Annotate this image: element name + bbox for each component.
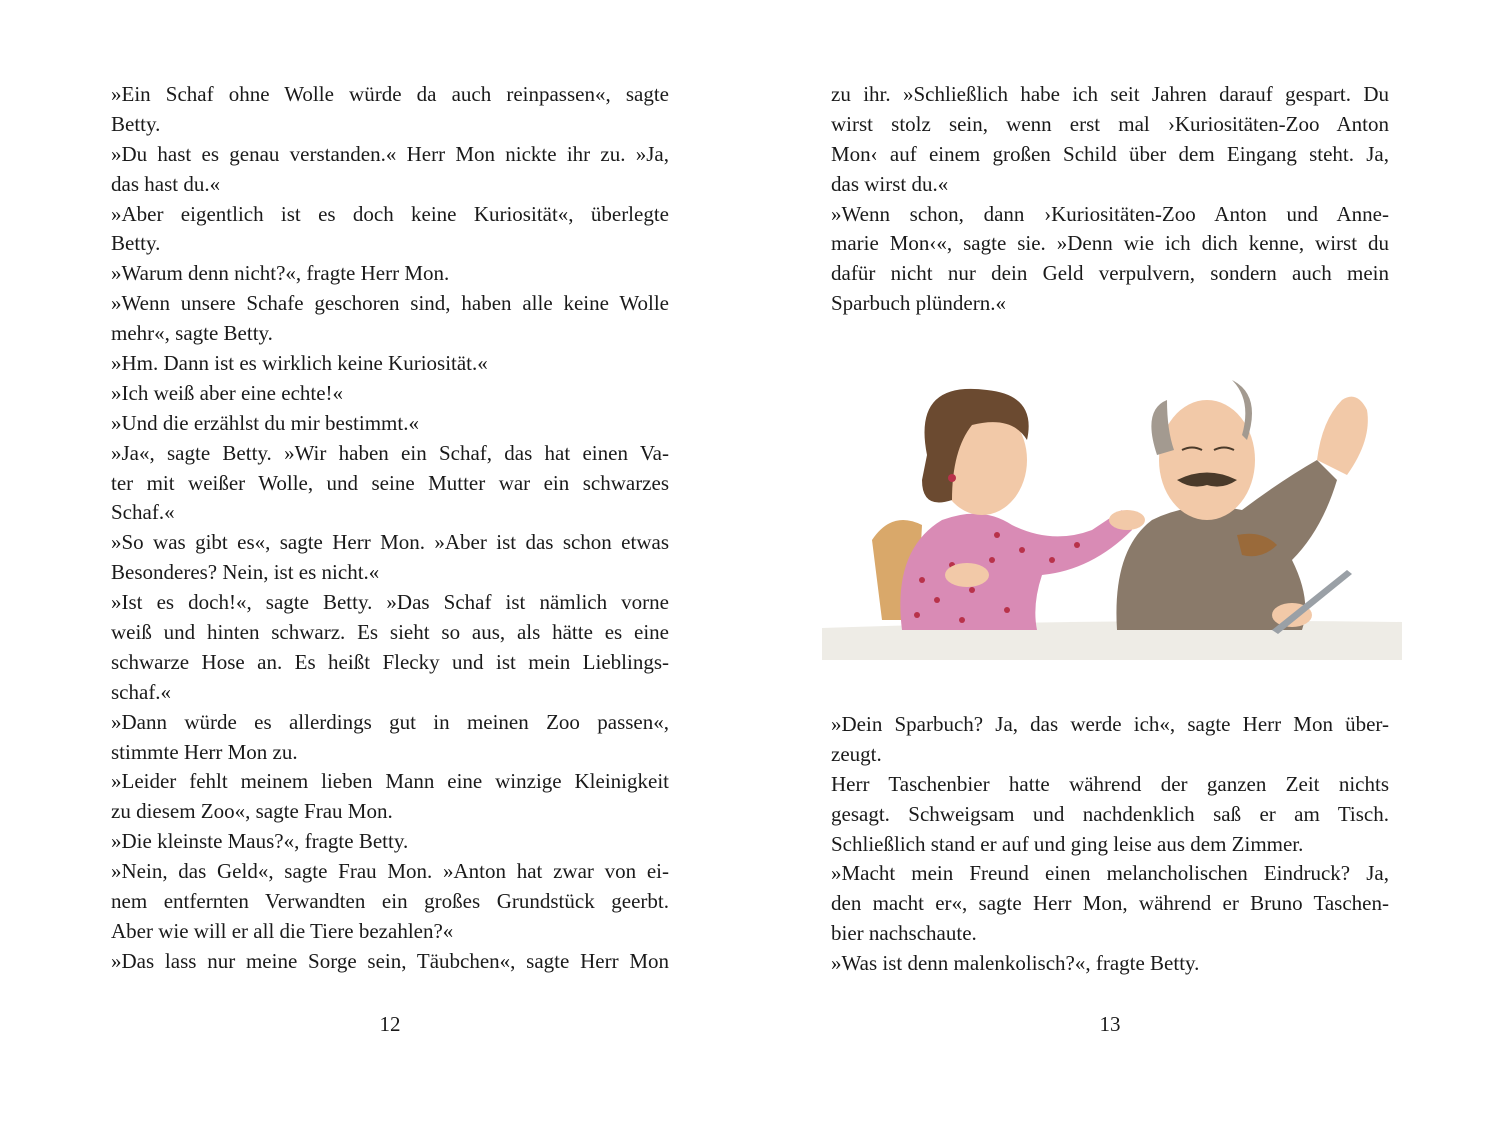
text-line: »Leider fehlt meinem lieben Mann eine winzige Kleinigkeit: [111, 769, 669, 794]
text-line: »Was ist denn malenkolisch?«, fragte Betty.: [831, 951, 1200, 976]
text-line: wirst stolz sein, wenn erst mal ›Kuriositäten-Zoo Anton: [831, 111, 1389, 136]
text-line: den macht er«, sagte Herr Mon, während er Bruno Taschen-: [831, 891, 1389, 916]
text-line: zu diesem Zoo«, sagte Frau Mon.: [111, 799, 393, 824]
text-line: »Das lass nur meine Sorge sein, Täubchen«, sagte Herr Mon: [111, 948, 669, 973]
text-line: Aber wie will er all die Tiere bezahlen?«: [111, 918, 454, 943]
text-line: stimmte Herr Mon zu.: [111, 739, 298, 764]
text-line: »Ist es doch!«, sagte Betty. »Das Schaf ist nämlich vorne: [111, 590, 669, 615]
text-line: »Und die erzählst du mir bestimmt.«: [111, 410, 419, 435]
illustration-couple-at-table-icon: [822, 360, 1402, 660]
text-line: Besonderes? Nein, ist es nicht.«: [111, 560, 380, 585]
text-line: »Dann würde es allerdings gut in meinen Zoo passen«,: [111, 709, 669, 734]
right-page-text-top: [831, 80, 1389, 319]
text-line: Schließlich stand er auf und ging leise aus dem Zimmer.: [831, 831, 1304, 856]
woman-dress: [900, 510, 1132, 630]
left-page-text: [111, 80, 669, 977]
text-line: weiß und hinten schwarz. Es sieht so aus, als hätte es eine: [111, 620, 669, 645]
text-line: »Aber eigentlich ist es doch keine Kuriosität«, überlegte: [111, 201, 669, 226]
text-line: Betty.: [111, 111, 161, 136]
text-line: Betty.: [111, 231, 161, 256]
text-line: bier nachschaute.: [831, 921, 977, 946]
text-line: Herr Taschenbier hatte während der ganzen Zeit nichts: [831, 771, 1389, 796]
text-line: ter mit weißer Wolle, und seine Mutter war ein schwarzes: [111, 470, 669, 495]
woman-hand-shoulder: [1109, 510, 1145, 530]
man-face: [1159, 400, 1255, 520]
text-line: zeugt.: [831, 741, 882, 766]
text-line: marie Mon‹«, sagte sie. »Denn wie ich dich kenne, wirst du: [831, 231, 1389, 256]
text-line: »Du hast es genau verstanden.« Herr Mon nickte ihr zu. »Ja,: [111, 141, 669, 166]
text-line: »Nein, das Geld«, sagte Frau Mon. »Anton hat zwar von ei-: [111, 859, 669, 884]
text-line: »So was gibt es«, sagte Herr Mon. »Aber ist das schon etwas: [111, 530, 669, 555]
text-line: »Ein Schaf ohne Wolle würde da auch reinpassen«, sagte: [111, 82, 669, 106]
text-line: »Die kleinste Maus?«, fragte Betty.: [111, 829, 409, 854]
text-line: Schaf.«: [111, 500, 175, 525]
text-line: »Ja«, sagte Betty. »Wir haben ein Schaf, das hat einen Va-: [111, 440, 669, 465]
right-page-text-bottom: [831, 710, 1389, 979]
text-line: Mon‹ auf einem großen Schild über dem Eingang steht. Ja,: [831, 141, 1389, 166]
text-line: schwarze Hose an. Es heißt Flecky und ist mein Lieblings-: [111, 649, 669, 674]
text-line: gesagt. Schweigsam und nachdenklich saß er am Tisch.: [831, 801, 1389, 826]
text-line: zu ihr. »Schließlich habe ich seit Jahren darauf gespart. Du: [831, 82, 1389, 106]
text-line: »Warum denn nicht?«, fragte Herr Mon.: [111, 261, 450, 286]
text-line: »Ich weiß aber eine echte!«: [111, 380, 344, 405]
text-line: nem entfernten Verwandten ein großes Grundstück geerbt.: [111, 889, 669, 914]
left-page-number: 12: [379, 1012, 401, 1036]
woman-hand: [945, 563, 989, 587]
text-line: »Wenn schon, dann ›Kuriositäten-Zoo Anton und Anne-: [831, 201, 1389, 226]
text-line: das hast du.«: [111, 171, 221, 196]
text-line: »Hm. Dann ist es wirklich keine Kuriosität.«: [111, 351, 488, 376]
right-page-number: 13: [1099, 1012, 1121, 1036]
text-line: mehr«, sagte Betty.: [111, 321, 273, 346]
text-line: »Dein Sparbuch? Ja, das werde ich«, sagte Herr Mon über-: [831, 712, 1389, 736]
woman-earring: [948, 474, 956, 482]
text-line: Sparbuch plündern.«: [831, 291, 1006, 316]
text-line: »Wenn unsere Schafe geschoren sind, haben alle keine Wolle: [111, 291, 669, 316]
man-raised-hand: [1317, 397, 1368, 475]
text-line: dafür nicht nur dein Geld verpulvern, sondern auch mein: [831, 261, 1389, 286]
text-line: schaf.«: [111, 679, 172, 704]
text-line: »Macht mein Freund einen melancholischen Eindruck? Ja,: [831, 861, 1389, 886]
text-line: das wirst du.«: [831, 171, 949, 196]
